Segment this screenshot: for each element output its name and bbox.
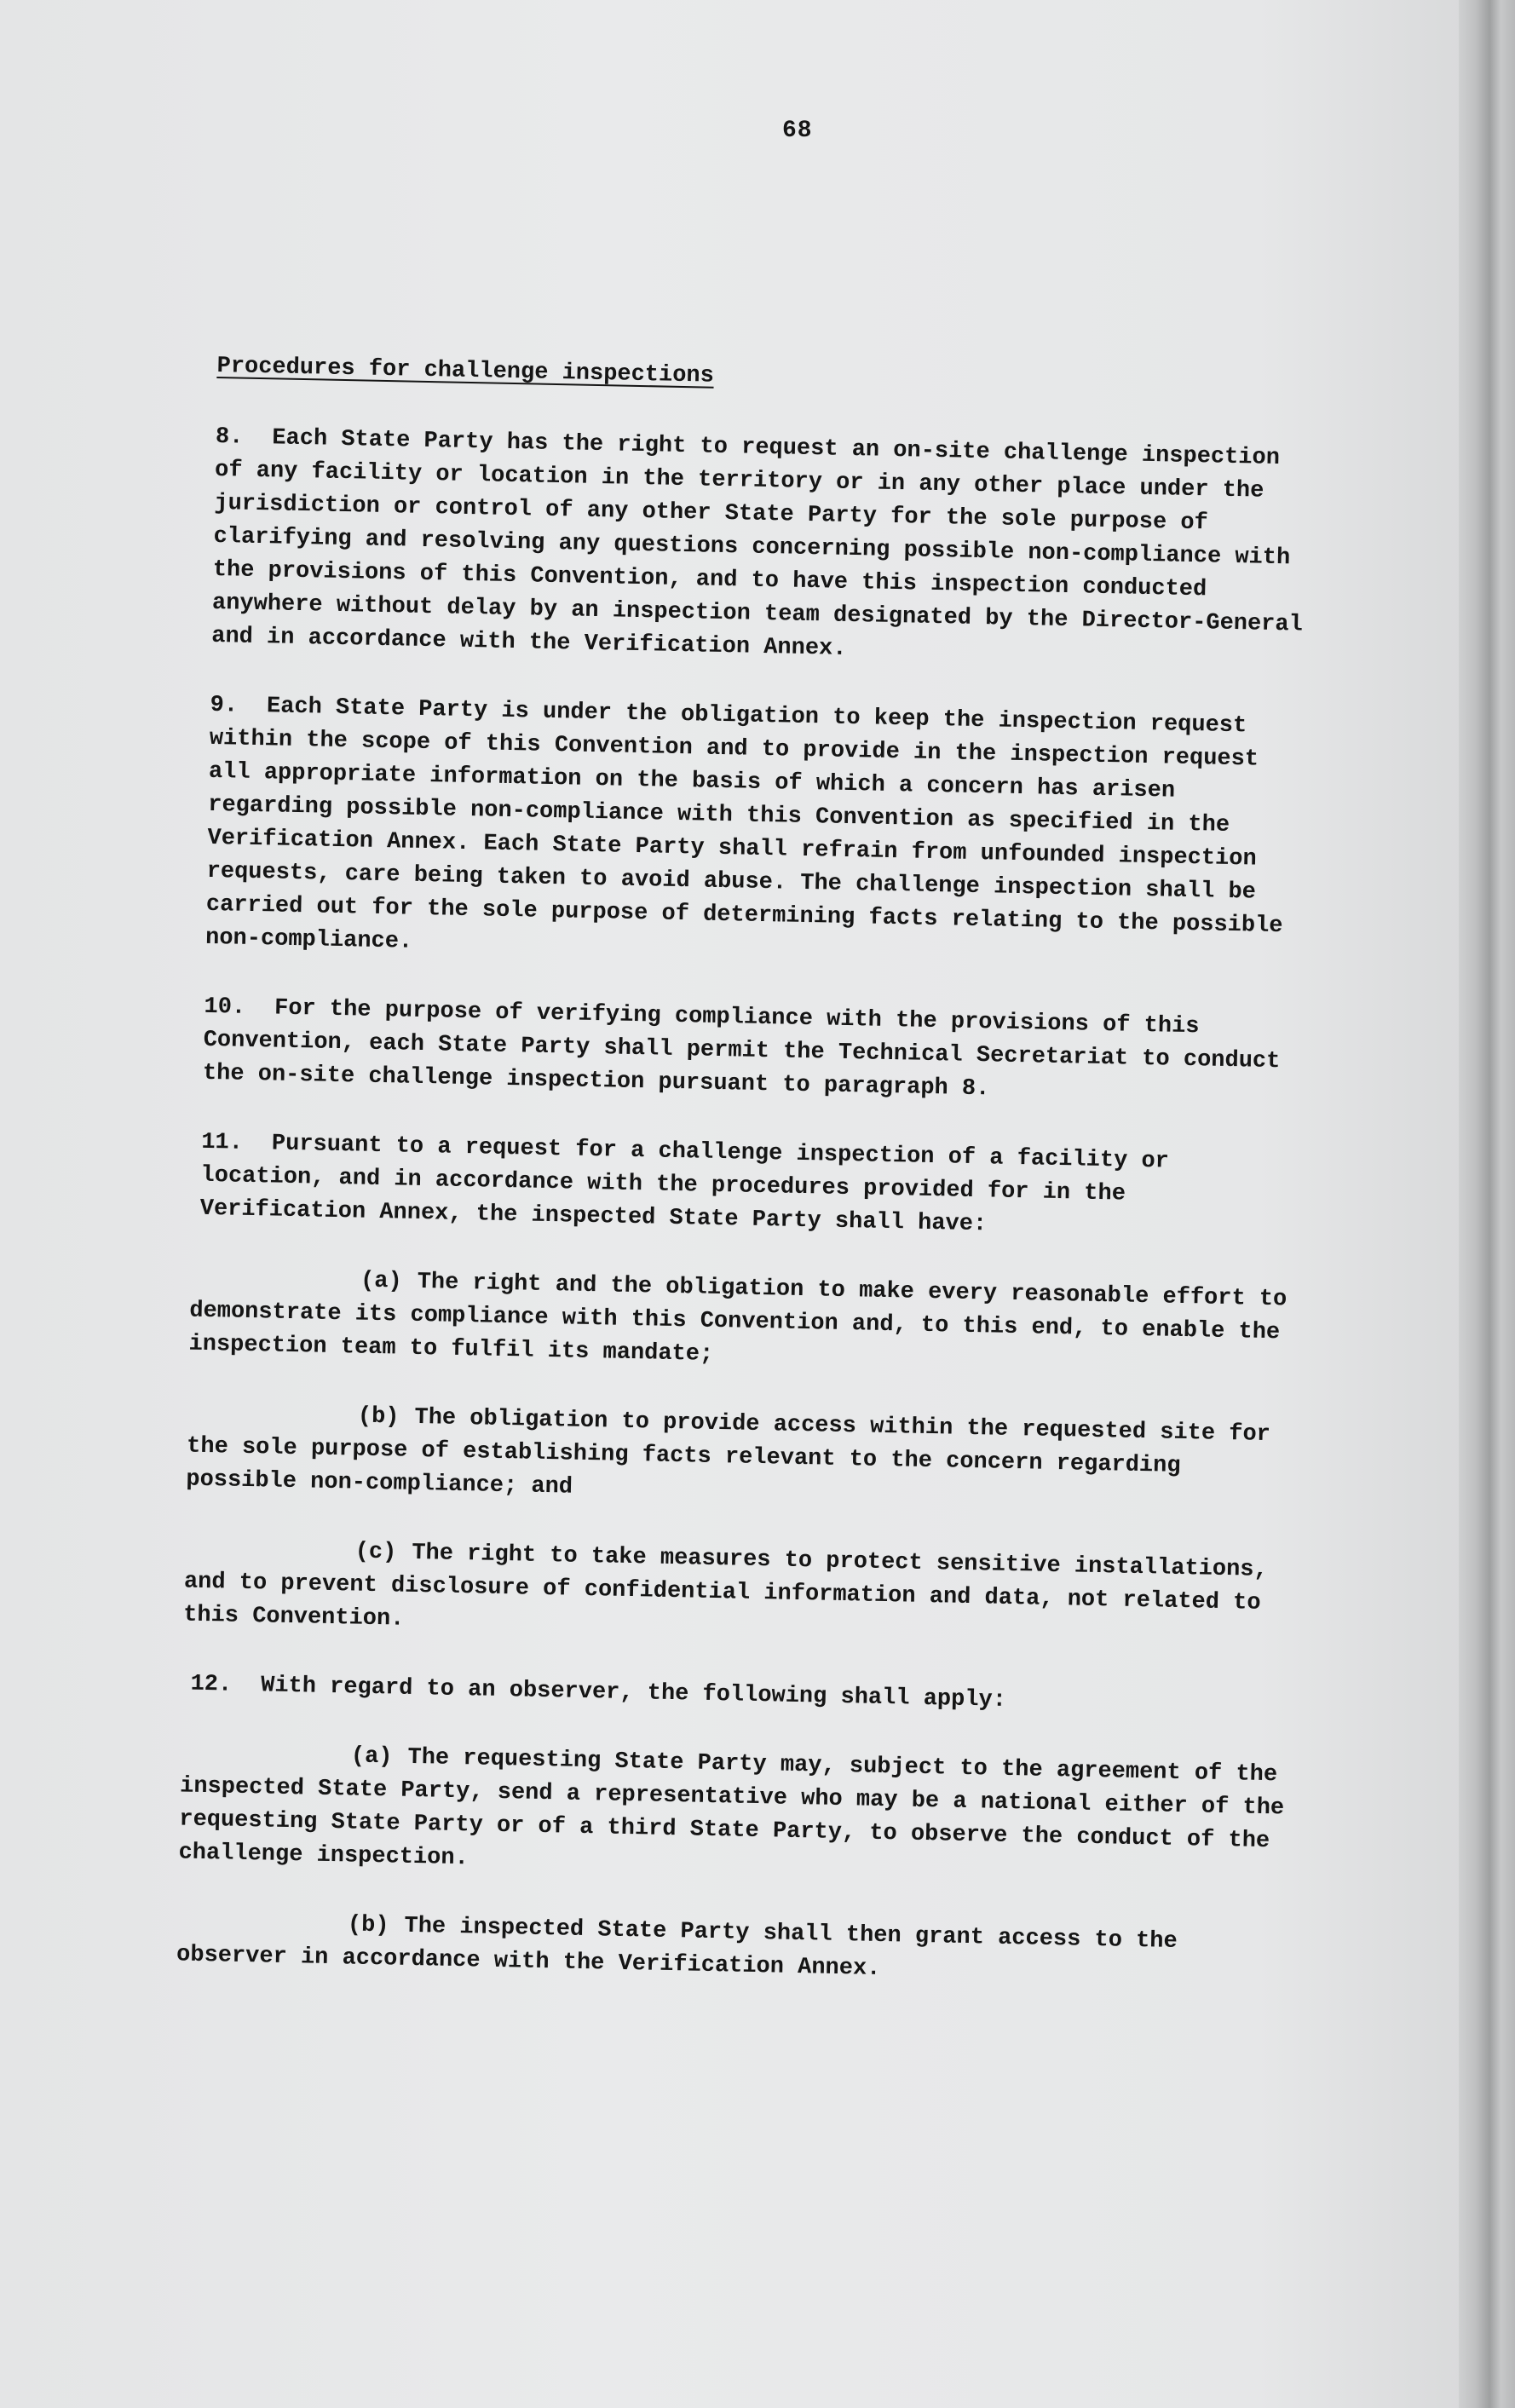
paragraph-number: 12.	[190, 1671, 233, 1698]
paragraph-number: 10.	[204, 994, 246, 1021]
paragraph-number: 9.	[210, 692, 239, 719]
paragraph-9	[163, 688, 1378, 978]
paragraph-8	[169, 420, 1383, 677]
subparagraph-text: The right and the obligation to make every reasonable effort to demonstrate its compliance with this Convention and, to this end, to enable the inspection team to fulfil its mandate;	[188, 1269, 1287, 1368]
paragraph-text: With regard to an observer, the following shall apply:	[260, 1673, 1007, 1714]
subparagraph-11a	[154, 1261, 1366, 1385]
paragraph-text: For the purpose of verifying compliance with the provisions of this Convention, each State Party shall permit the Technical Secretariat to conduct the on-site challenge inspection pursuant to paragraph 8.	[202, 995, 1281, 1103]
subparagraph-text: The obligation to provide access within the requested site for the sole purpose of establishing facts relevant to the concern regarding possible non-compliance; and	[186, 1404, 1271, 1501]
subparagraph-label: (a)	[360, 1268, 402, 1295]
subparagraph-label: (b)	[357, 1403, 400, 1431]
paragraph-number: 8.	[215, 423, 244, 451]
paragraph-11	[157, 1126, 1368, 1249]
subparagraph-12b	[142, 1905, 1353, 1996]
subparagraph-label: (c)	[354, 1539, 397, 1566]
document-body	[141, 349, 1385, 2031]
paragraph-12	[147, 1668, 1357, 1725]
page-number: 68	[782, 118, 813, 144]
paragraph-number: 11.	[201, 1129, 244, 1156]
subparagraph-11c	[149, 1532, 1361, 1656]
subparagraph-label: (a)	[350, 1743, 393, 1771]
subparagraph-text: The requesting State Party may, subject to the agreement of the inspected State Party, send a representative who may be a national either of the requesting State Party or of a third State Party, to observe the conduct of the challenge inspection.	[178, 1744, 1285, 1872]
subparagraph-text: The right to take measures to protect sensitive installations, and to prevent disclosure of confidential information and data, not related to this Convention.	[182, 1540, 1268, 1633]
subparagraph-11b	[152, 1397, 1363, 1520]
page-edge-shadow	[1459, 0, 1515, 2408]
paragraph-text: Each State Party is under the obligation to keep the inspection request within the scope of this Convention and to provide in the inspection request all appropriate information on the basis of which a concern has arisen regarding possible non-compliance with this Convention as specified in the Verification Annex. Each State Party shall refrain from unfounded inspection requests, care being taken to avoid abuse. The challenge inspection shall be carried out for the sole purpose of determining facts relating to the possible non-compliance.	[204, 694, 1283, 955]
paragraph-text: Pursuant to a request for a challenge inspection of a facility or location, and in accordance with the procedures provided for in the Verification Annex, the inspected State Party shall have:	[199, 1131, 1170, 1238]
subparagraph-12a	[144, 1737, 1357, 1893]
section-heading: Procedures for challenge inspections	[216, 354, 715, 389]
subparagraph-label: (b)	[347, 1912, 389, 1939]
subparagraph-text: The inspected State Party shall then grant access to the observer in accordance with the Verification Annex.	[176, 1913, 1178, 1983]
paragraph-text: Each State Party has the right to request an on-site challenge inspection of any facility or location in the territory or in any other place under the jurisdiction or control of any other State Party for the sole purpose of clarifying and resolving any questions concerning possible non-compliance with the provisions of this Convention, and to have this inspection conducted anywhere without delay by an inspection team designated by the Director-General and in accordance with the Verification Annex.	[210, 425, 1304, 662]
paragraph-10	[160, 990, 1372, 1114]
